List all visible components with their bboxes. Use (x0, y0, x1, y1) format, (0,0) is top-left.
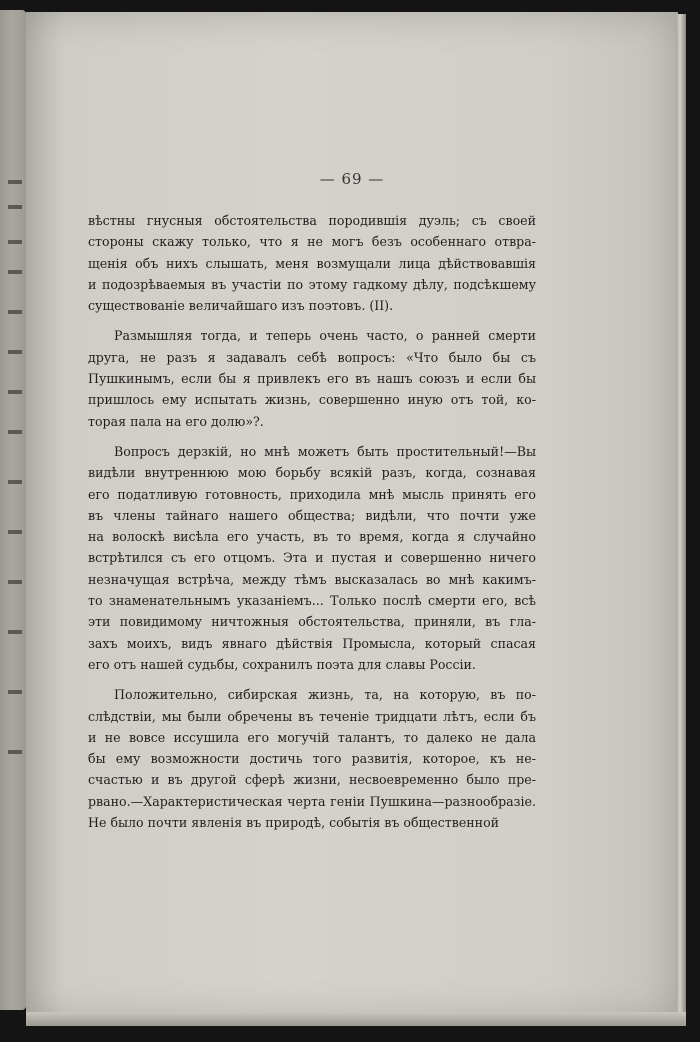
text-line: Пушкинымъ, если бы я привлекъ его въ нашъ союзъ и если бы (88, 371, 536, 387)
text-line: незначущая встрѣча, между тѣмъ высказалась во мнѣ какимъ- (88, 571, 536, 587)
text-line: щенія объ нихъ слышать, меня возмущали лица дѣйствовавшія (88, 255, 536, 271)
text-line: то знаменательнымъ указаніемъ... Только послѣ смерти его, всѣ (88, 593, 536, 609)
text-line: его отъ нашей судьбы, сохранилъ поэта для славы Россіи. (88, 656, 476, 672)
book-page (26, 12, 678, 1020)
text-line: существованіе величайшаго изъ поэтовъ. (II). (88, 298, 394, 314)
text-line: рвано.—Характеристическая черта геніи Пушкина—разнообразіе. (88, 793, 536, 809)
page-bottom-edge (26, 1012, 686, 1026)
text-line: вѣстны гнусныя обстоятельства породившія дуэль; съ своей (88, 213, 536, 228)
page-text (88, 210, 536, 833)
text-line: и не вовсе иссушила его могучій талантъ, то далеко не дала (88, 729, 536, 745)
adjacent-page-edge (0, 10, 26, 1010)
text-line: стороны скажу только, что я не могъ безъ особеннаго отвра- (88, 234, 536, 250)
page-number: — 69 — (319, 170, 385, 188)
text-line: Не было почти явленія въ природѣ, событія въ общественной (88, 815, 500, 831)
text-line: счастью и въ другой сферѣ жизни, несвоевременно было пре- (88, 772, 536, 788)
text-line: пришлось ему испытать жизнь, совершенно иную отъ той, ко- (88, 392, 536, 408)
paragraph (88, 441, 536, 675)
text-line: бы ему возможности достичь того развитія, которое, къ не- (88, 751, 536, 767)
paragraph (88, 325, 536, 431)
text-line: слѣдствіи, мы были обречены въ теченіе тридцати лѣтъ, если бъ (88, 708, 536, 724)
text-line: его податливую готовность, приходила мнѣ мысль принять его (88, 486, 536, 502)
text-line: торая пала на его долю»?. (88, 413, 264, 429)
text-line: встрѣтился съ его отцомъ. Эта и пустая и совершенно ничего (88, 550, 536, 566)
text-line: въ члены тайнаго нашего общества; видѣли, что почти уже (88, 507, 536, 523)
paragraph (88, 684, 536, 833)
text-line: Вопросъ дерзкій, но мнѣ можетъ быть простительный!—Вы (114, 443, 536, 459)
page-stack-edge (676, 14, 686, 1018)
text-line: видѣли внутреннюю мою борьбу всякій разъ, когда, сознавая (88, 465, 536, 481)
text-line: эти повидимому ничтожныя обстоятельства, приняли, въ гла- (88, 614, 536, 630)
text-line: и подозрѣваемыя въ участіи по этому гадкому дѣлу, подсѣкшему (88, 276, 536, 292)
text-line: захъ моихъ, видъ явнаго дѣйствія Промысла, который спасая (88, 635, 536, 651)
text-line: на волоскѣ висѣла его участь, въ то время, когда я случайно (88, 529, 536, 545)
text-line: друга, не разъ я задавалъ себѣ вопросъ: «Что было бы съ (88, 349, 536, 365)
paragraph (88, 210, 536, 316)
text-line: Положительно, сибирская жизнь, та, на которую, въ по- (114, 687, 536, 703)
text-line: Размышляя тогда, и теперь очень часто, о ранней смерти (114, 328, 536, 344)
